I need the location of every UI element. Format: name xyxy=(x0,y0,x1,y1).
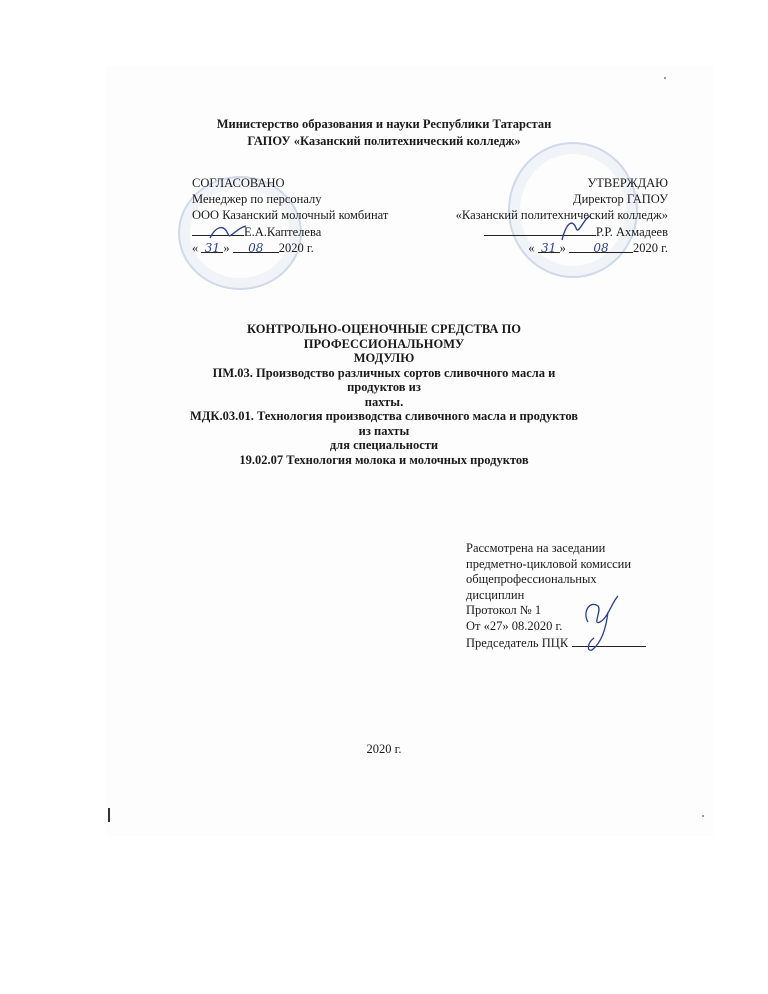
approved-date: « 31 » 08 2020 г. xyxy=(528,241,668,255)
agreed-day: 31 xyxy=(201,240,223,253)
scan-mark xyxy=(702,815,704,817)
agreed-organization: ООО Казанский молочный комбинат xyxy=(192,208,389,222)
scan-mark xyxy=(664,77,666,79)
module-line: ПМ.03. Производство различных сортов сливочного масла и продуктов из xyxy=(212,365,556,394)
approved-month: 08 xyxy=(569,240,633,253)
approved-name: Р.Р. Ахмадеев xyxy=(595,225,668,239)
agreed-year: 2020 г. xyxy=(278,241,314,255)
chairman-signature-icon xyxy=(578,592,624,654)
review-line: общепрофессиональных xyxy=(466,572,597,586)
document-title xyxy=(184,322,584,467)
title-line: МОДУЛЮ xyxy=(353,351,415,365)
approved-position: Директор ГАПОУ xyxy=(573,192,668,206)
chairman-label: Председатель ПЦК xyxy=(466,636,569,650)
approved-signature-icon xyxy=(556,214,596,244)
approved-block xyxy=(436,175,668,256)
title-line: КОНТРОЛЬНО-ОЦЕНОЧНЫЕ СРЕДСТВА ПО ПРОФЕССИОНАЛЬНОМУ xyxy=(246,322,522,351)
approved-heading: УТВЕРЖДАЮ xyxy=(587,176,668,190)
document-header xyxy=(0,116,768,150)
agreed-signature-icon xyxy=(206,222,250,244)
scan-mark xyxy=(108,808,110,822)
agreed-heading: СОГЛАСОВАНО xyxy=(192,176,285,190)
agreed-position: Менеджер по персоналу xyxy=(192,192,322,206)
agreed-date: « 31 » 08 2020 г. xyxy=(192,241,314,255)
college-name: ГАПОУ «Казанский политехнический колледж» xyxy=(247,134,521,148)
agreed-month: 08 xyxy=(233,240,279,253)
chairman-line xyxy=(466,634,666,652)
review-block xyxy=(466,541,666,652)
specialty-label: для специальности xyxy=(329,438,439,452)
approved-year: 2020 г. xyxy=(633,241,668,255)
ministry-name: Министерство образования и науки Республики Татарстан xyxy=(216,117,552,131)
specialty-name: 19.02.07 Технология молока и молочных продуктов xyxy=(239,452,529,467)
approved-organization: «Казанский политехнический колледж» xyxy=(455,208,668,222)
mdk-line: МДК.03.01. Технология производства сливочного масла и продуктов из пахты xyxy=(189,409,579,438)
approved-signature-line xyxy=(436,223,668,240)
review-line: дисциплин xyxy=(466,587,525,602)
review-line: предметно-цикловой комиссии xyxy=(466,556,632,571)
document-year: 2020 г. xyxy=(366,742,402,756)
approved-day: 31 xyxy=(538,240,560,253)
agreed-name: Е.А.Каптелева xyxy=(244,225,322,239)
review-line: Рассмотрена на заседании xyxy=(466,541,606,555)
protocol-date: От «27» 08.2020 г. xyxy=(466,618,563,633)
protocol-number: Протокол № 1 xyxy=(466,603,542,617)
module-line: пахты. xyxy=(364,394,404,409)
